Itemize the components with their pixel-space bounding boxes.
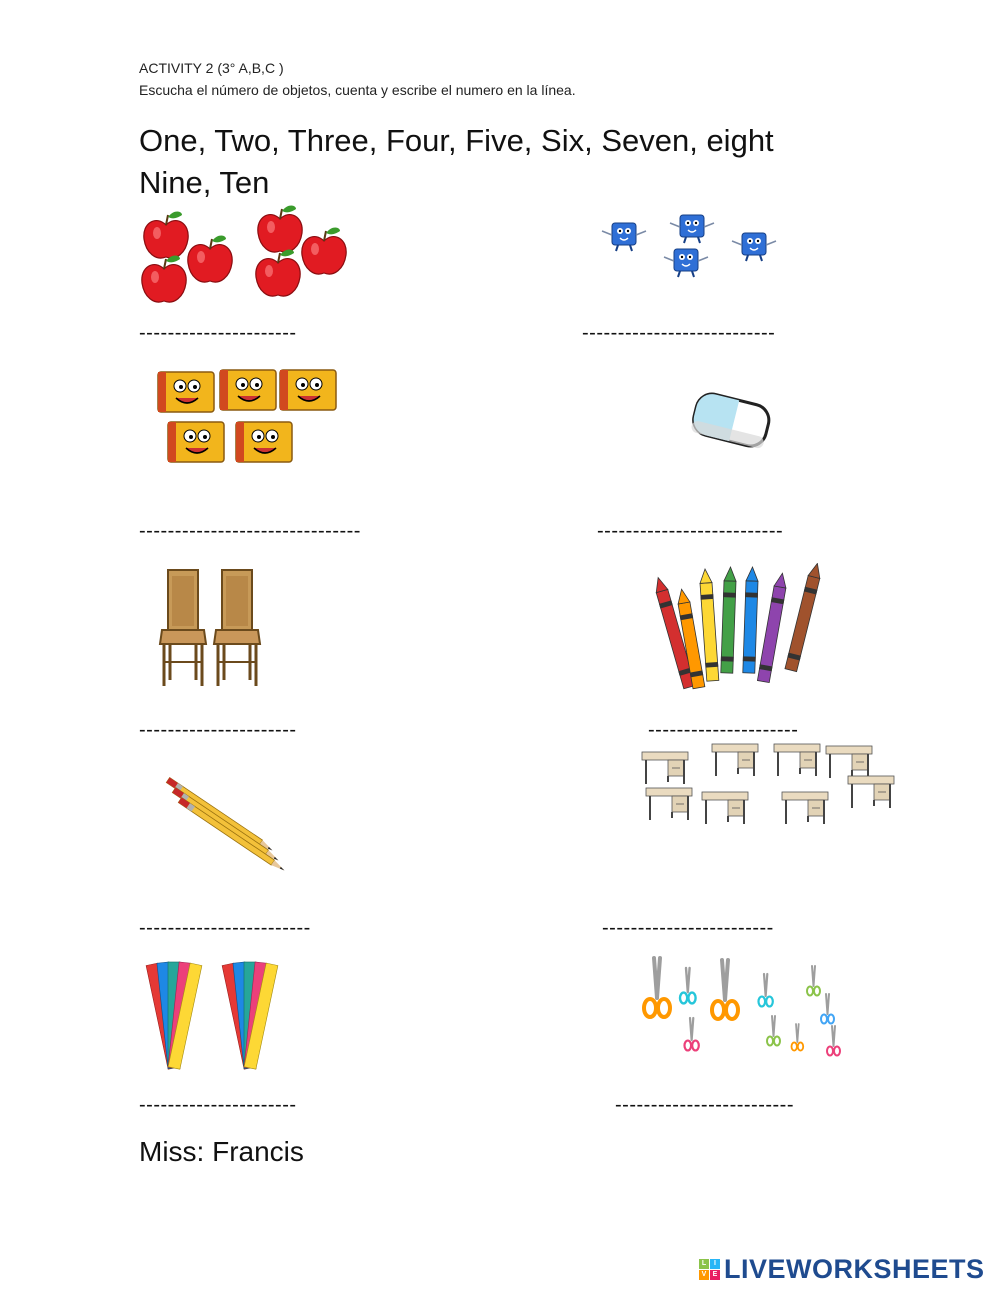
answer-line-eraser[interactable]: -------------------------- xyxy=(597,520,784,542)
pencils-image xyxy=(160,770,308,876)
rulers-image xyxy=(138,958,294,1074)
crayons-image xyxy=(640,563,830,697)
answer-line-crayons[interactable]: --------------------- xyxy=(648,719,799,741)
answer-line-pencils[interactable]: ------------------------ xyxy=(139,917,311,939)
answer-line-chairs[interactable]: ---------------------- xyxy=(139,719,297,741)
activity-title: ACTIVITY 2 (3° A,B,C ) xyxy=(139,60,284,76)
number-words-line-1: One, Two, Three, Four, Five, Six, Seven, eight xyxy=(139,123,774,158)
answer-line-books[interactable]: ------------------------------- xyxy=(139,520,361,542)
scissors-image xyxy=(636,954,860,1074)
answer-line-rulers[interactable]: ---------------------- xyxy=(139,1094,297,1116)
chairs-image xyxy=(156,568,266,690)
desks-image xyxy=(640,742,896,836)
brand-text: LIVEWORKSHEETS xyxy=(724,1253,985,1284)
liveworksheets-logo xyxy=(699,1254,985,1284)
sharpeners-image xyxy=(596,205,796,285)
answer-line-apples[interactable]: ---------------------- xyxy=(139,322,297,344)
answer-line-sharpeners[interactable]: --------------------------- xyxy=(582,322,776,344)
number-words-line-2: Nine, Ten xyxy=(139,165,270,200)
instructions: Escucha el número de objetos, cuenta y escribe el numero en la línea. xyxy=(139,82,576,98)
answer-line-scissors[interactable]: ------------------------- xyxy=(615,1094,795,1116)
books-image xyxy=(152,362,342,472)
apples-image xyxy=(140,205,350,305)
answer-line-desks[interactable]: ------------------------ xyxy=(602,917,774,939)
teacher-name: Miss: Francis xyxy=(139,1136,304,1167)
eraser-image xyxy=(688,385,774,457)
logo-cubes-icon: L I V E xyxy=(699,1259,720,1280)
